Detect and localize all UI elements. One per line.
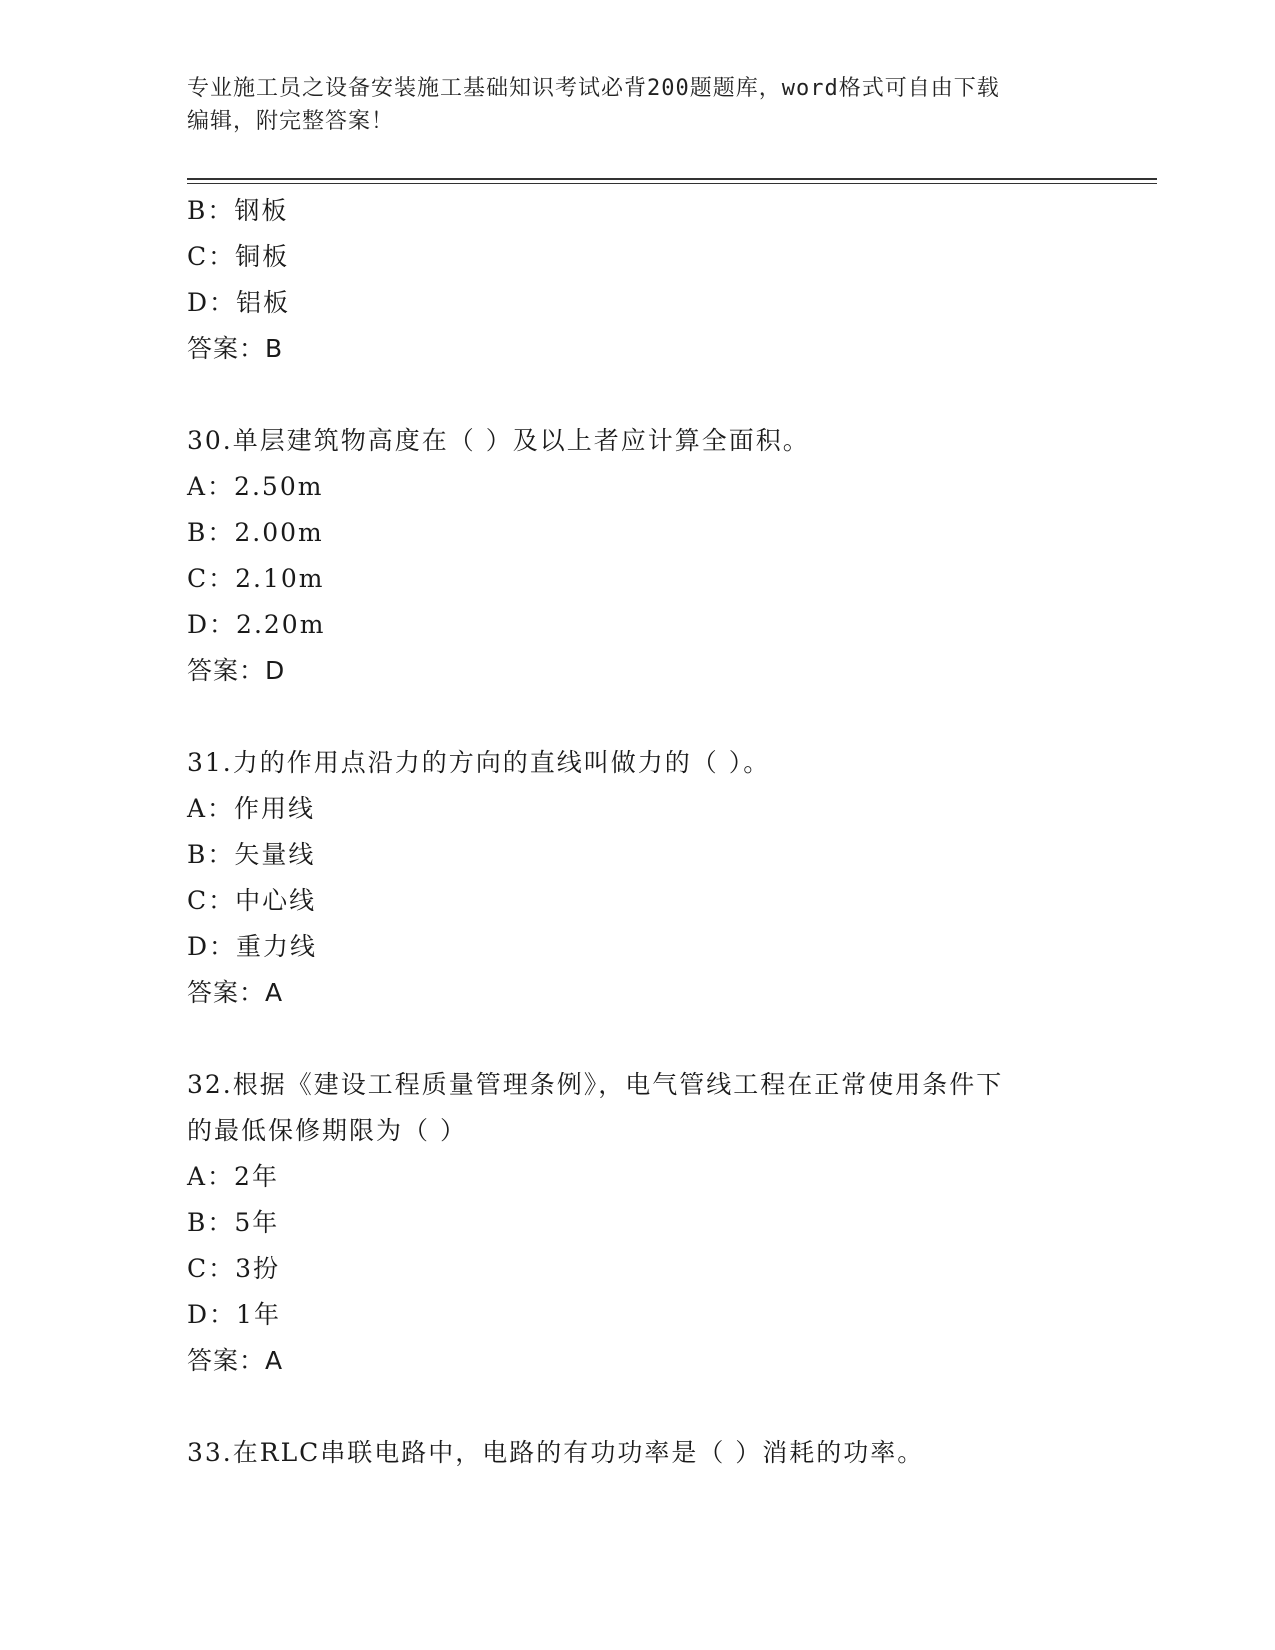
option-a: A：2年 [187,1162,279,1191]
option-d: D：2.20m [187,610,326,639]
option-c: C：铜板 [187,242,290,271]
answer-line: 答案：D [187,656,286,685]
option-d: D：1年 [187,1300,281,1329]
option-c: C：2.10m [187,564,325,593]
question-32 [187,1062,1087,1384]
question-stem: 30.单层建筑物高度在（ ）及以上者应计算全面积。 [187,426,810,455]
question-stem-line-2: 的最低保修期限为（ ） [187,1116,467,1145]
option-b: B：钢板 [187,196,289,225]
question-list [187,188,1087,1476]
option-c: C：中心线 [187,886,317,915]
question-stem: 31.力的作用点沿力的方向的直线叫做力的（ ）。 [187,748,771,777]
option-b: B：5年 [187,1208,280,1237]
header-line-1: 专业施工员之设备安装施工基础知识考试必背200题题库，word格式可自由下载 [187,76,1000,101]
option-d: D：铝板 [187,288,291,317]
header-divider-thick [187,178,1157,180]
option-b: B：2.00m [187,518,324,547]
header-divider-thin [187,183,1157,184]
question-30 [187,418,1087,694]
option-d: D：重力线 [187,932,318,961]
question-33 [187,1430,1087,1476]
question-stem: 33.在RLC串联电路中，电路的有功功率是（ ）消耗的功率。 [187,1438,925,1467]
option-a: A：2.50m [187,472,324,501]
option-a: A：作用线 [187,794,316,823]
option-b: B：矢量线 [187,840,316,869]
question-partial [187,188,1087,372]
document-header [187,72,1067,138]
question-31 [187,740,1087,1016]
option-c: C：3扮 [187,1254,281,1283]
answer-line: 答案：A [187,978,284,1007]
question-stem-line-1: 32.根据《建设工程质量管理条例》，电气管线工程在正常使用条件下 [187,1070,1004,1099]
header-line-2: 编辑，附完整答案！ [187,109,395,134]
answer-line: 答案：A [187,1346,284,1375]
answer-line: 答案：B [187,334,284,363]
